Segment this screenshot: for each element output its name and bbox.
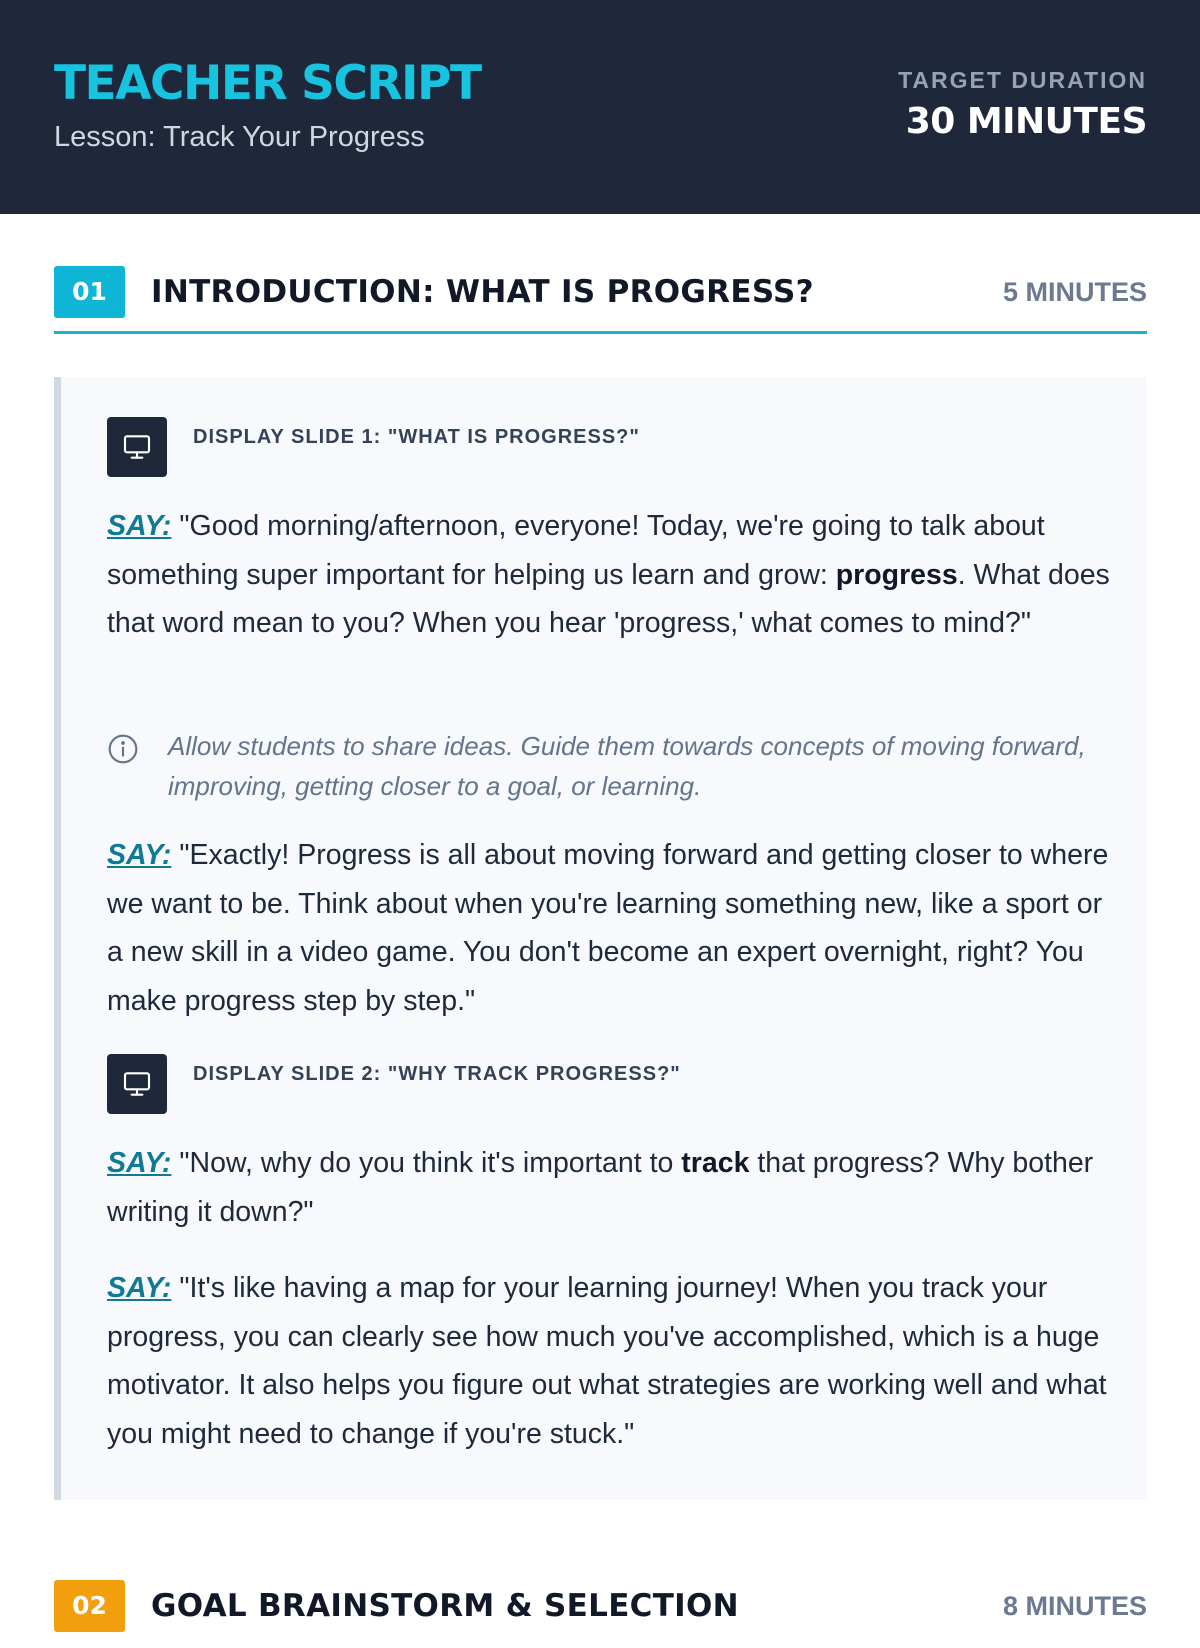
section-heading-goal-brainstorm: [54, 1578, 1147, 1648]
say-text: "Exactly! Progress is all about moving forward and getting closer to where we want to be. Think about when you're learning something new, like a sport or a new skill in a video game. You don't become an expert overnight, right? You make progress step by step.": [107, 839, 1109, 1017]
say-emphasis: track: [681, 1147, 750, 1179]
slide-label: DISPLAY SLIDE 2: "WHY TRACK PROGRESS?": [193, 1063, 681, 1085]
target-duration-value: 30 MINUTES: [905, 101, 1147, 142]
monitor-icon: [107, 417, 167, 477]
say-tag: SAY:: [107, 1147, 172, 1179]
say-tag: SAY:: [107, 510, 172, 542]
page-title: TEACHER SCRIPT: [54, 56, 481, 111]
script-panel: [54, 377, 1147, 1500]
say-text: "Now, why do you think it's important to: [179, 1147, 682, 1179]
display-slide-cue: [107, 1054, 1107, 1114]
say-emphasis: progress: [835, 558, 958, 591]
say-text: . What does that word mean to you? When you hear 'progress,' what comes to mind?": [107, 558, 1110, 639]
monitor-icon: [107, 1054, 167, 1114]
say-text: "It's like having a map for your learning journey! When you track your progress, you can clearly see how much you've accomplished, which is a huge motivator. It also helps you figure out what strategies are working well and what you might need to change if you're stuck.": [107, 1272, 1107, 1450]
info-icon: [107, 733, 139, 765]
display-slide-cue: [107, 417, 1107, 477]
page-header: [0, 0, 1200, 214]
target-duration-label: TARGET DURATION: [898, 67, 1147, 93]
slide-label: DISPLAY SLIDE 1: "WHAT IS PROGRESS?": [193, 426, 640, 448]
section-number-badge: 02: [54, 1580, 125, 1632]
section-heading-introduction: [54, 264, 1147, 334]
say-text: "Good morning/afternoon, everyone! Today, we're going to talk about something super important for helping us learn and grow:: [107, 510, 1045, 591]
note-text: Allow students to share ideas. Guide them towards concepts of moving forward, improving, getting closer to a goal, or learning.: [168, 731, 1086, 801]
say-paragraph: [107, 502, 1117, 648]
say-text: that progress? Why bother writing it down?": [107, 1147, 1094, 1228]
section-title: INTRODUCTION: WHAT IS PROGRESS?: [151, 274, 814, 310]
say-paragraph: [107, 1139, 1117, 1236]
section-title: GOAL BRAINSTORM & SELECTION: [151, 1588, 739, 1624]
say-paragraph: [107, 831, 1117, 1025]
say-paragraph: [107, 1264, 1117, 1458]
say-tag: SAY:: [107, 839, 172, 871]
section-duration: 8 MINUTES: [1002, 1591, 1147, 1621]
lesson-subtitle: Lesson: Track Your Progress: [54, 121, 425, 153]
section-duration: 5 MINUTES: [1002, 277, 1147, 307]
say-tag: SAY:: [107, 1272, 172, 1304]
section-number-badge: 01: [54, 266, 125, 318]
